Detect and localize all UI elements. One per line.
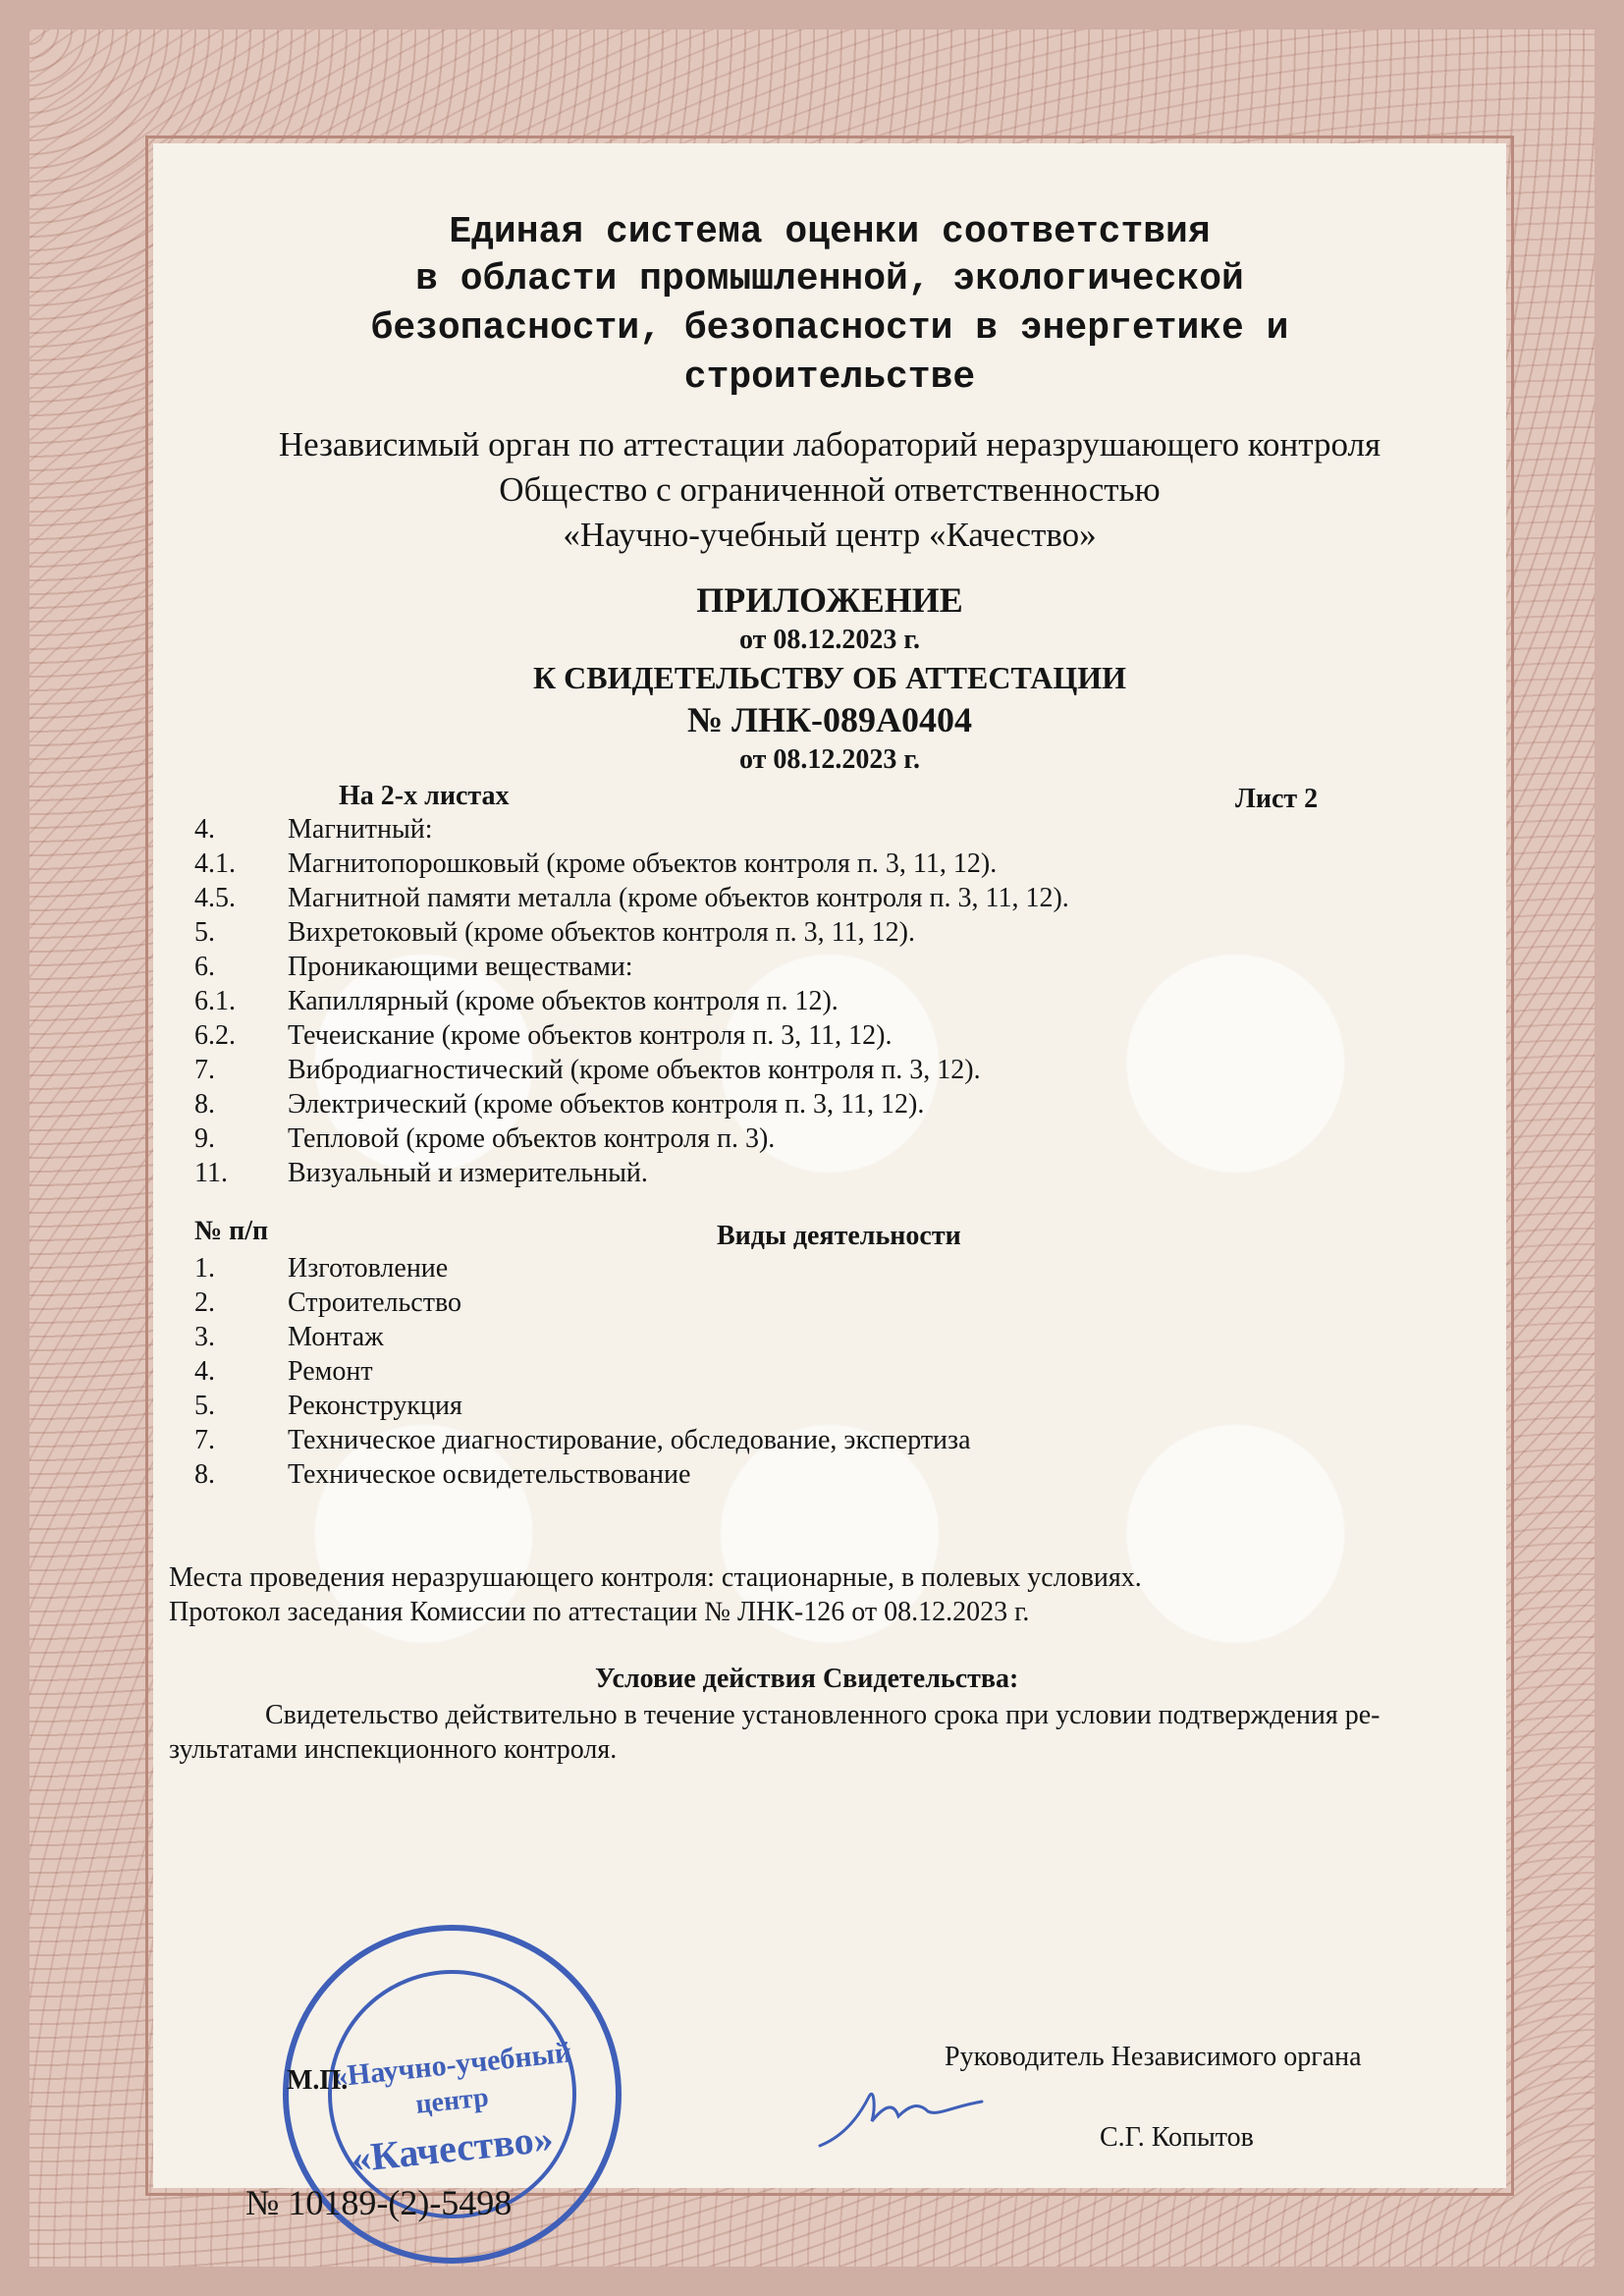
certificate-number: № ЛНК-089А0404 — [686, 700, 973, 739]
activity-text: Техническое освидетельствование — [288, 1459, 691, 1490]
method-num: 6. — [194, 952, 215, 982]
header-line-2: в области промышленной, экологической — [415, 258, 1244, 301]
method-text: Тепловой (кроме объектов контроля п. 3). — [288, 1123, 776, 1154]
method-num: 4.1. — [194, 848, 236, 879]
method-text: Магнитной памяти металла (кроме объектов контроля п. 3, 11, 12). — [288, 883, 1069, 913]
header-line-4: строительстве — [683, 356, 976, 399]
method-num: 4. — [194, 814, 215, 845]
method-num: 9. — [194, 1123, 215, 1154]
method-num: 8. — [194, 1089, 215, 1120]
places-text: Места проведения неразрушающего контроля: стационарные, в полевых условиях. — [169, 1562, 1142, 1593]
activities-col-title: Виды деятельности — [717, 1221, 961, 1251]
activity-item — [194, 1286, 1373, 1320]
method-text: Вибродиагностический (кроме объектов контроля п. 3, 12). — [288, 1055, 981, 1085]
activity-num: 3. — [194, 1322, 215, 1352]
activity-num: 1. — [194, 1253, 215, 1284]
method-text: Магнитный: — [288, 814, 433, 845]
mp-label: М.П. — [287, 2065, 349, 2096]
activities-col-num: № п/п — [194, 1216, 269, 1246]
method-num: 6.1. — [194, 986, 236, 1016]
activity-num: 5. — [194, 1391, 215, 1421]
activity-num: 8. — [194, 1459, 215, 1490]
activity-num: 2. — [194, 1287, 215, 1318]
activity-text: Изготовление — [288, 1253, 449, 1284]
appendix-date: от 08.12.2023 г. — [739, 625, 920, 655]
seal-text-line-3: «Качество» — [349, 2115, 556, 2181]
method-item — [194, 1122, 1373, 1156]
method-text: Визуальный и измерительный. — [288, 1158, 648, 1188]
protocol-text: Протокол заседания Комиссии по аттестации № ЛНК-126 от 08.12.2023 г. — [169, 1597, 1030, 1627]
sheet-current: Лист 2 — [1235, 784, 1319, 814]
certificate-title: К СВИДЕТЕЛЬСТВУ ОБ АТТЕСТАЦИИ — [532, 660, 1127, 695]
activity-item — [194, 1458, 1373, 1492]
activity-num: 4. — [194, 1356, 215, 1387]
header-line-3: безопасности, безопасности в энергетике и — [370, 307, 1289, 350]
method-num: 5. — [194, 917, 215, 948]
method-item — [194, 1054, 1373, 1087]
method-item — [194, 1088, 1373, 1121]
sheets-total: На 2-х листах — [339, 781, 510, 811]
header-line-1: Единая система оценки соответствия — [449, 211, 1211, 253]
activity-item — [194, 1390, 1373, 1423]
method-text: Магнитопорошковый (кроме объектов контроля п. 3, 11, 12). — [288, 848, 998, 879]
method-text: Течеискание (кроме объектов контроля п. 3, 11, 12). — [288, 1020, 893, 1051]
method-item — [194, 813, 1373, 847]
activity-text: Монтаж — [288, 1322, 384, 1352]
signatory-name: С.Г. Копытов — [1100, 2122, 1254, 2153]
activity-item — [194, 1321, 1373, 1354]
seal-text-line-1: «Научно-учебный — [331, 2036, 573, 2094]
method-item — [194, 1157, 1373, 1190]
method-num: 6.2. — [194, 1020, 236, 1051]
handwritten-signature — [815, 2077, 992, 2156]
activity-item — [194, 1424, 1373, 1457]
method-num: 7. — [194, 1055, 215, 1085]
activity-text: Ремонт — [288, 1356, 373, 1387]
method-num: 11. — [194, 1158, 228, 1188]
seal-text-line-2: центр — [413, 2082, 491, 2120]
method-text: Проникающими веществами: — [288, 952, 633, 982]
method-text: Электрический (кроме объектов контроля п. 3, 11, 12). — [288, 1089, 925, 1120]
appendix-title: ПРИЛОЖЕНИЕ — [696, 580, 963, 620]
activity-num: 7. — [194, 1425, 215, 1455]
activity-item — [194, 1252, 1373, 1285]
condition-title: Условие действия Свидетельства: — [595, 1664, 1019, 1694]
activity-text: Строительство — [288, 1287, 461, 1318]
method-item — [194, 847, 1373, 881]
activity-text: Реконструкция — [288, 1391, 462, 1421]
activity-text: Техническое диагностирование, обследование, экспертиза — [288, 1425, 971, 1455]
method-text: Капиллярный (кроме объектов контроля п. 12). — [288, 986, 839, 1016]
method-item — [194, 1019, 1373, 1053]
activity-item — [194, 1355, 1373, 1389]
method-num: 4.5. — [194, 883, 236, 913]
organization-line-3: «Научно-учебный центр «Качество» — [563, 516, 1097, 554]
form-number: № 10189-(2)-5498 — [245, 2183, 513, 2222]
organization-line-1: Независимый орган по аттестации лабораторий неразрушающего контроля — [278, 425, 1381, 464]
method-item — [194, 985, 1373, 1018]
condition-line-1: Свидетельство действительно в течение установленного срока при условии подтверждения ре- — [265, 1700, 1380, 1730]
organization-line-2: Общество с ограниченной ответственностью — [499, 470, 1161, 509]
condition-line-2: зультатами инспекционного контроля. — [169, 1734, 618, 1765]
method-item — [194, 916, 1373, 950]
signatory-role: Руководитель Независимого органа — [945, 2042, 1362, 2072]
method-item — [194, 951, 1373, 984]
method-item — [194, 882, 1373, 915]
method-text: Вихретоковый (кроме объектов контроля п. 3, 11, 12). — [288, 917, 915, 948]
certificate-date: от 08.12.2023 г. — [739, 744, 920, 775]
